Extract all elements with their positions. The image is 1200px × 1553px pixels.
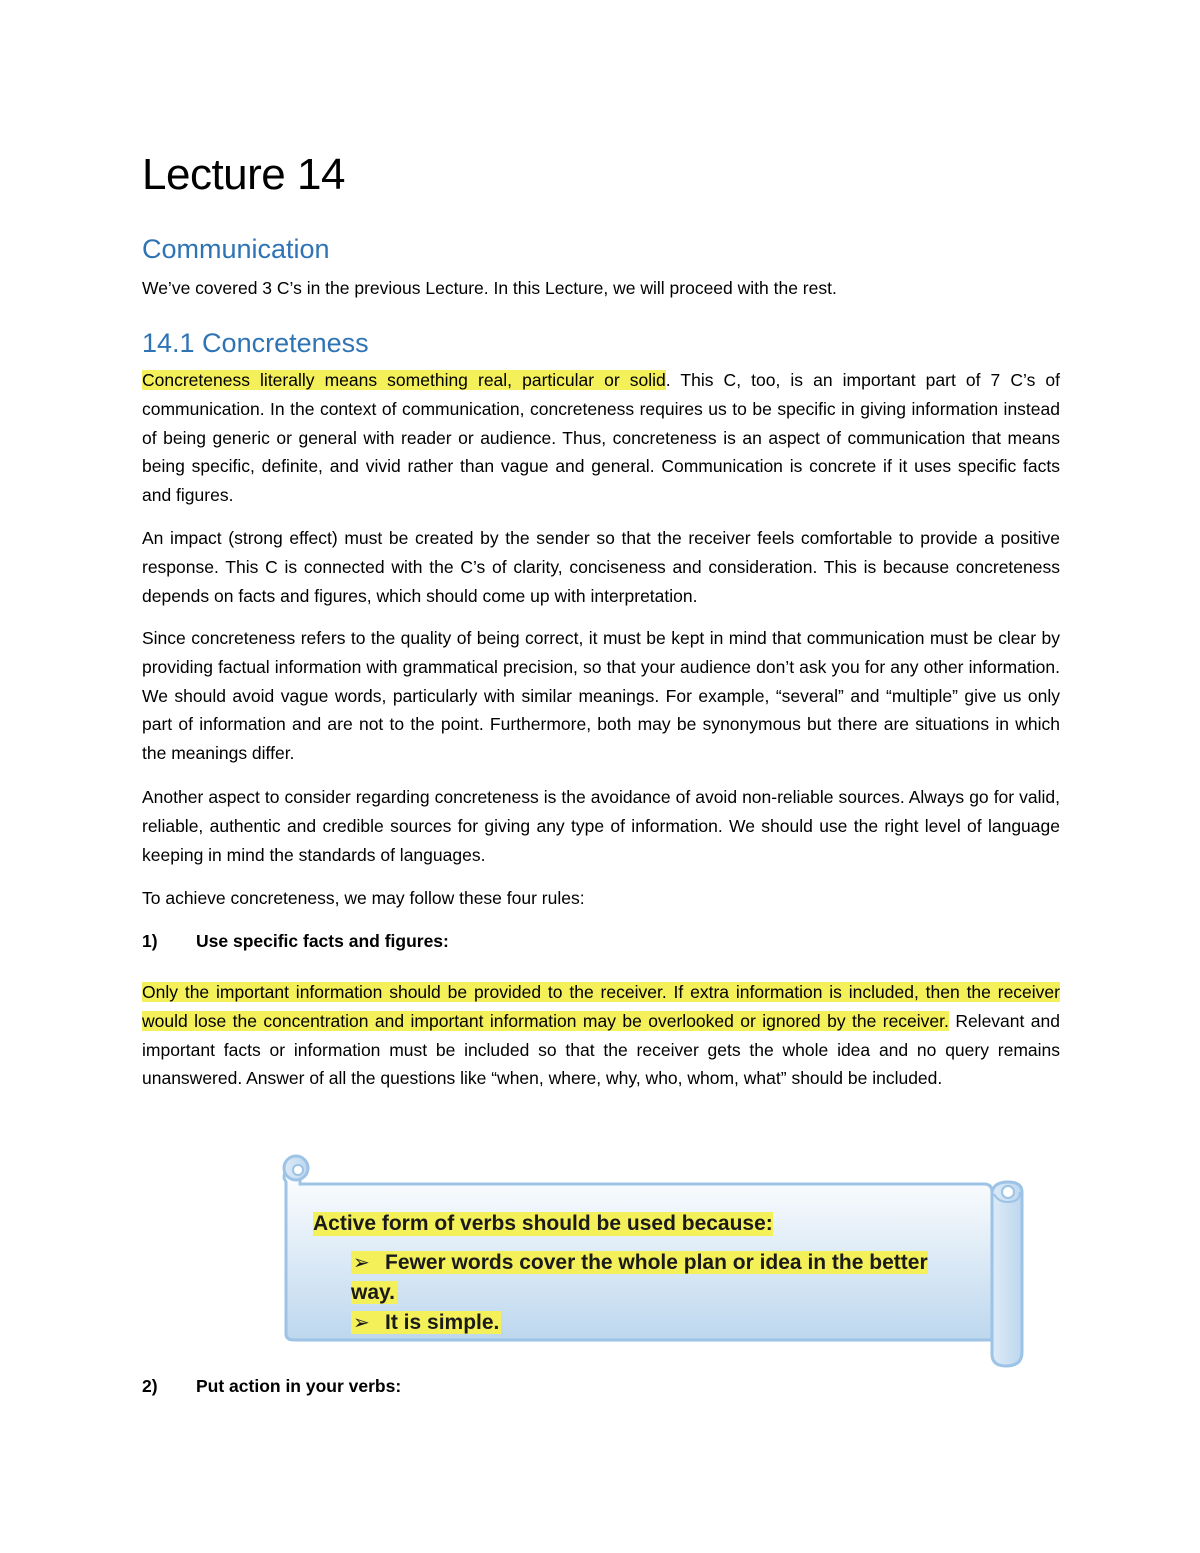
page-title: Lecture 14 bbox=[142, 150, 345, 199]
paragraph-text: . This C, too, is an important part of 7 C’s of communication. In the context of communication, concreteness requires us to be specific in giving information instead of being generic or general with reader or audience. Thus, concreteness is an aspect of communication that means being specific, definite, and vivid rather than vague and general. Communication is concrete if it uses specific facts and figures. bbox=[142, 370, 1060, 506]
callout-heading: Active form of verbs should be used because: bbox=[313, 1212, 773, 1235]
paragraph-correctness: Since concreteness refers to the quality of being correct, it must be kept in mind that communication must be clear by providing factual information with grammatical precision, so that your audience don’t ask you for any other information. We should avoid vague words, particularly with similar meanings. For example, “several” and “multiple” give us only part of information and are not to the point. Furthermore, both may be synonymous but there are situations in which the meanings differ. bbox=[142, 628, 1060, 764]
rule-number: 1) bbox=[142, 931, 158, 951]
arrow-bullet-icon: ➢ bbox=[353, 1312, 370, 1334]
rule-heading-1 bbox=[142, 931, 449, 952]
callout-bullet-item bbox=[351, 1308, 973, 1338]
paragraph-concreteness-definition bbox=[142, 366, 1060, 510]
callout-bullet-item bbox=[351, 1248, 973, 1308]
intro-paragraph: We’ve covered 3 C’s in the previous Lecture. In this Lecture, we will proceed with the rest. bbox=[142, 278, 837, 298]
rule-text: Use specific facts and figures: bbox=[196, 931, 449, 951]
highlighted-text: Only the important information should be provided to the receiver. If extra information is included, then the receiver would lose the concentration and important information may be overlooked or ignored by the receiver. bbox=[142, 982, 1060, 1031]
subsection-heading: 14.1 Concreteness bbox=[142, 328, 369, 358]
paragraph-rules-intro: To achieve concreteness, we may follow these four rules: bbox=[142, 888, 585, 908]
bullet-text: Fewer words cover the whole plan or idea in the better way. bbox=[351, 1251, 928, 1304]
paragraph-specific-facts bbox=[142, 978, 1060, 1093]
highlighted-text: Concreteness literally means something real, particular or solid bbox=[142, 370, 666, 390]
paragraph-reliable-sources: Another aspect to consider regarding concreteness is the avoidance of avoid non-reliable sources. Always go for valid, reliable, authentic and credible sources for giving any type of information. We should use the right level of language keeping in mind the standards of languages. bbox=[142, 787, 1060, 865]
bullet-text: It is simple. bbox=[385, 1311, 500, 1334]
rule-heading-2 bbox=[142, 1376, 401, 1397]
callout-content bbox=[313, 1212, 973, 1338]
scroll-callout bbox=[280, 1148, 1028, 1370]
rule-number: 2) bbox=[142, 1376, 158, 1396]
rule-text: Put action in your verbs: bbox=[196, 1376, 402, 1396]
paragraph-impact: An impact (strong effect) must be created by the sender so that the receiver feels comfortable to provide a positive response. This C is connected with the C’s of clarity, conciseness and consideration. This is because concreteness depends on facts and figures, which should come up with interpretation. bbox=[142, 528, 1060, 606]
paragraph-text: Relevant and important facts or information must be included so that the receiver gets the whole idea and no query remains unanswered. Answer of all the questions like “when, where, why, who, whom, what” should be included. bbox=[142, 1010, 1061, 1089]
section-heading: Communication bbox=[142, 234, 330, 264]
arrow-bullet-icon: ➢ bbox=[353, 1252, 370, 1274]
